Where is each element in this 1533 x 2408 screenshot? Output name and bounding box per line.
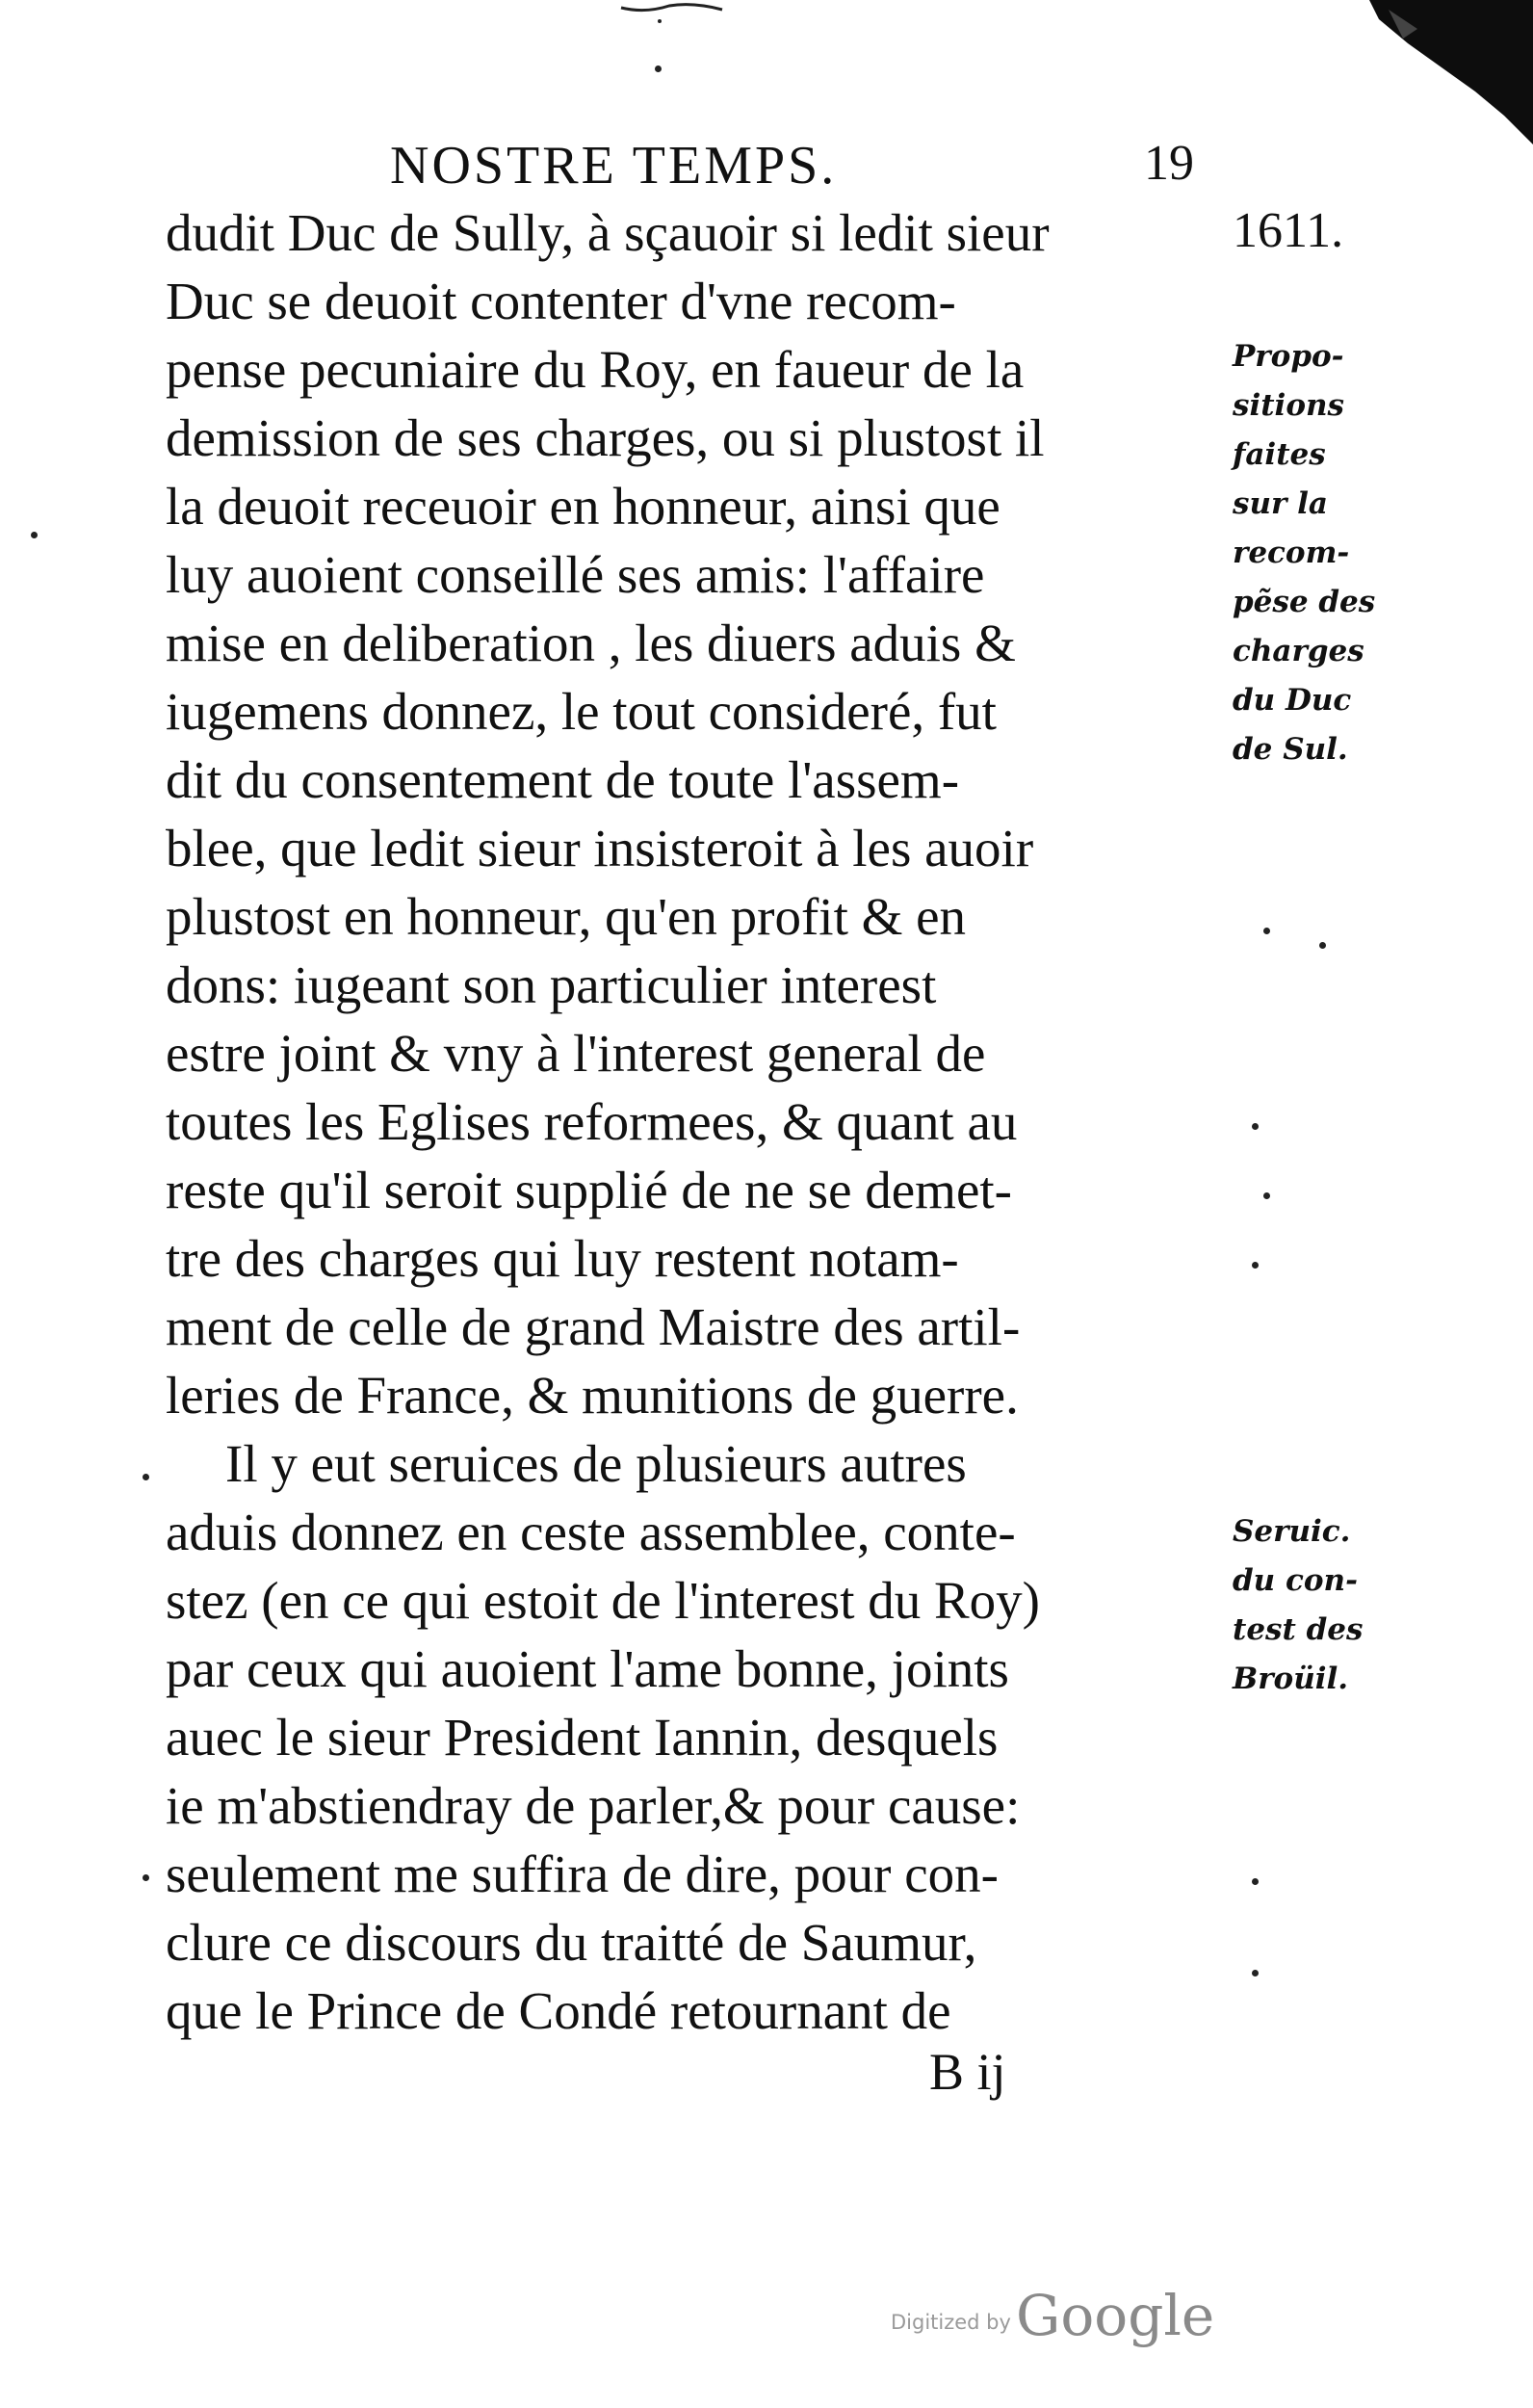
speck (1263, 928, 1270, 934)
watermark-prefix: Digitized by (891, 2311, 1011, 2334)
text-line: estre joint & vny à l'interest general de (166, 1024, 986, 1083)
text-line: dons: iugeant son particulier interest (166, 955, 937, 1014)
text-line: Il y eut seruices de plusieurs autres (225, 1434, 967, 1493)
margin-note-line: faites (1233, 437, 1326, 472)
text-line: auec le sieur President Iannin, desquels (166, 1708, 999, 1767)
text-line: aduis donnez en ceste assemblee, conte- (166, 1503, 1016, 1561)
speck (1252, 1123, 1259, 1130)
speck (143, 1474, 149, 1480)
google-logo: Google (1016, 2283, 1215, 2348)
text-line: leries de France, & munitions de guerre. (166, 1366, 1019, 1425)
speck (1263, 1192, 1270, 1199)
speck (1252, 1970, 1259, 1976)
text-line: mise en deliberation , les diuers aduis & (166, 614, 1016, 672)
speck (655, 65, 662, 72)
signature-mark: B ij (929, 2043, 1006, 2101)
text-line: dudit Duc de Sully, à sçauoir si ledit sieur (166, 203, 1050, 262)
margin-note (1233, 1507, 1363, 1704)
margin-note-line: Seruic. (1233, 1514, 1351, 1549)
text-line: stez (en ce qui estoit de l'interest du Roy) (166, 1571, 1040, 1630)
body-text (166, 198, 1215, 2045)
margin-note-line: test des (1233, 1612, 1364, 1647)
text-line: blee, que ledit sieur insisteroit à les auoir (166, 819, 1034, 877)
text-line: que le Prince de Condé retournant de (166, 1981, 951, 2040)
margin-note-line: du Duc (1233, 683, 1352, 718)
margin-note-line: de Sul. (1233, 732, 1348, 767)
text-line: dit du consentement de toute l'assem- (166, 750, 960, 809)
text-line: toutes les Eglises reformees, & quant au (166, 1092, 1018, 1151)
margin-note-line: Broüil. (1233, 1662, 1349, 1696)
margin-note-line: pẽse des (1233, 585, 1376, 619)
ink-smudge (1350, 0, 1533, 144)
speck (31, 532, 38, 538)
text-line: plustost en honneur, qu'en profit & en (166, 887, 967, 946)
speck (1252, 1262, 1259, 1269)
margin-year: 1611. (1233, 203, 1344, 258)
margin-note-line: Propo- (1233, 339, 1344, 374)
text-line: seulement me suffira de dire, pour con- (166, 1845, 999, 1903)
margin-note-line: recom- (1233, 536, 1350, 570)
speck (143, 1874, 149, 1881)
page-number: 19 (1144, 136, 1194, 191)
text-line: par ceux qui auoient l'ame bonne, joints (166, 1639, 1009, 1698)
text-line: pense pecuniaire du Roy, en faueur de la (166, 340, 1025, 399)
text-line: ment de celle de grand Maistre des artil- (166, 1297, 1021, 1356)
text-line: tre des charges qui luy restent notam- (166, 1229, 959, 1288)
margin-note-line: sitions (1233, 388, 1344, 423)
margin-note-line: charges (1233, 634, 1364, 668)
text-line: ie m'abstiendray de parler,& pour cause: (166, 1776, 1021, 1835)
running-head: NOSTRE TEMPS. (390, 136, 838, 196)
text-line: la deuoit receuoir en honneur, ainsi que (166, 477, 1000, 536)
text-line: demission de ses charges, ou si plustost il (166, 408, 1045, 467)
speck (1252, 1878, 1259, 1885)
digitized-watermark (891, 2283, 1214, 2348)
margin-note-line: sur la (1233, 486, 1328, 521)
margin-note (1233, 332, 1375, 774)
text-line: luy auoient conseillé ses amis: l'affaire (166, 545, 985, 604)
text-line: reste qu'il seroit supplié de ne se demet- (166, 1161, 1012, 1219)
speck (1319, 942, 1326, 949)
text-line: iugemens donnez, le tout consideré, fut (166, 682, 997, 741)
margin-note-line: du con- (1233, 1563, 1358, 1598)
text-line: clure ce discours du traitté de Saumur, (166, 1913, 977, 1972)
ink-marks (616, 0, 732, 39)
text-line: Duc se deuoit contenter d'vne recom- (166, 272, 956, 330)
